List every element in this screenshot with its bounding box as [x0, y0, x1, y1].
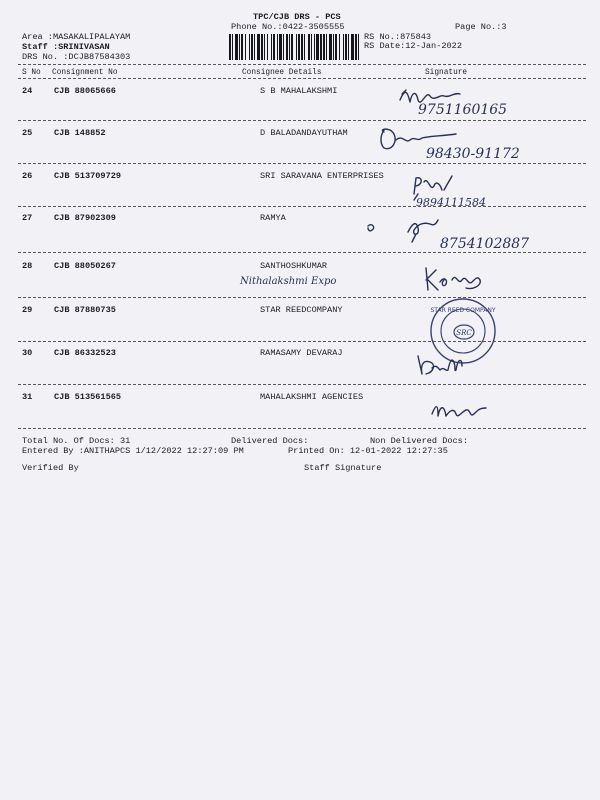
barcode-bar: [329, 34, 332, 60]
row-divider: [18, 297, 586, 298]
row-consignee: SRI SARAVANA ENTERPRISES: [260, 171, 384, 181]
row-consignee: RAMYA: [260, 213, 286, 223]
row-consignment: CJB 513709729: [54, 171, 122, 181]
signature-row-25: [370, 124, 560, 166]
row-sno: 24: [22, 86, 33, 96]
barcode-bar: [229, 34, 231, 60]
row-consignment: CJB 88065666: [54, 86, 116, 96]
row-sno: 27: [22, 213, 33, 223]
barcode-bar: [301, 34, 303, 60]
divider: [18, 64, 586, 65]
barcode-bar: [355, 34, 357, 60]
row-consignee: SANTHOSHKUMAR: [260, 261, 328, 271]
row-sno: 29: [22, 305, 33, 315]
staff-label: Staff :SRINIVASAN: [22, 42, 110, 52]
barcode-bar: [351, 34, 354, 60]
barcode-bar: [254, 34, 255, 60]
barcode-bar: [291, 34, 293, 60]
row-consignment: CJB 513561565: [54, 392, 122, 402]
row-consignment: CJB 87880735: [54, 305, 116, 315]
barcode-bar: [314, 34, 315, 60]
barcode-bar: [335, 34, 337, 60]
row-sno: 31: [22, 392, 33, 402]
staff-signature: Staff Signature: [304, 463, 382, 473]
signature-phone: 9751160165: [418, 102, 508, 118]
barcode-bar: [267, 34, 268, 60]
row-sno: 25: [22, 128, 33, 138]
barcode-bar: [298, 34, 300, 60]
barcode-bar: [235, 34, 238, 60]
rs-date: RS Date:12-Jan-2022: [364, 41, 462, 51]
area-label: Area :MASAKALIPALAYAM: [22, 32, 131, 42]
column-consignee: Consignee Details: [242, 69, 322, 77]
signature-row-27: [362, 210, 562, 256]
printed-on: Printed On: 12-01-2022 12:27:35: [288, 446, 448, 456]
signature-row-30: [410, 348, 500, 384]
barcode-bar: [264, 34, 265, 60]
barcode-bar: [286, 34, 288, 60]
delivered-docs: Delivered Docs:: [231, 436, 309, 446]
signature-phone: 9894111584: [416, 196, 486, 209]
barcode-bar: [273, 34, 275, 60]
row-consignee: RAMASAMY DEVARAJ: [260, 348, 343, 358]
column-consignment: Consignment No: [52, 69, 118, 77]
entered-by: Entered By :ANITHAPCS 1/12/2022 12:27:09 PM: [22, 446, 244, 456]
barcode-bar: [241, 34, 243, 60]
barcode-bar: [296, 34, 297, 60]
signature-row-31: [426, 396, 506, 426]
row-consignee: STAR REEDCOMPANY: [260, 305, 343, 315]
row-consignee: S B MAHALAKSHMI: [260, 86, 338, 96]
signature-row-26: [400, 168, 570, 216]
drs-number: DRS No. :DCJB87584303: [22, 52, 131, 62]
document-title: TPC/CJB DRS - PCS: [253, 12, 341, 22]
barcode-bar: [261, 34, 263, 60]
barcode-bar: [308, 34, 310, 60]
row-divider: [18, 384, 586, 385]
barcode-bar: [333, 34, 334, 60]
barcode-bar: [339, 34, 340, 60]
row-consignment: CJB 86332523: [54, 348, 116, 358]
barcode-bar: [320, 34, 322, 60]
barcode-bar: [257, 34, 260, 60]
barcode-bar: [249, 34, 250, 60]
non-delivered-docs: Non Delivered Docs:: [370, 436, 468, 446]
barcode-bar: [343, 34, 344, 60]
barcode-bar: [289, 34, 290, 60]
verified-by: Verified By: [22, 463, 79, 473]
barcode-bar: [345, 34, 347, 60]
barcode-bar: [271, 34, 272, 60]
row-consignment: CJB 88050267: [54, 261, 116, 271]
signature-row-24: [390, 82, 540, 122]
signature-row-28: [418, 262, 508, 296]
row-consignment: CJB 148852: [54, 128, 106, 138]
stamp-text: STAR REED COMPANY: [430, 307, 496, 314]
barcode-bar: [245, 34, 246, 60]
row-sno: 26: [22, 171, 33, 181]
row-sno: 30: [22, 348, 33, 358]
barcode-bar: [358, 34, 359, 60]
page-number: Page No.:3: [455, 22, 507, 32]
barcode-bar: [279, 34, 282, 60]
barcode-bar: [283, 34, 284, 60]
barcode-bar: [326, 34, 327, 60]
column-sno: S No: [22, 69, 41, 77]
barcode-bar: [251, 34, 253, 60]
divider: [18, 78, 586, 79]
row-consignee: D BALADANDAYUTHAM: [260, 128, 348, 138]
signature-row-28-name: [230, 262, 380, 292]
row-divider: [18, 341, 586, 342]
row-consignee: MAHALAKSHMI AGENCIES: [260, 392, 364, 402]
barcode-bar: [277, 34, 278, 60]
total-docs: Total No. Of Docs: 31: [22, 436, 131, 446]
row-sno: 28: [22, 261, 33, 271]
rs-number: RS No.:875843: [364, 32, 432, 42]
signature-company: Nithalakshmi Expo: [240, 276, 337, 287]
barcode-bar: [304, 34, 305, 60]
barcode-bar: [239, 34, 240, 60]
column-signature: Signature: [425, 69, 468, 77]
signature-phone: 8754102887: [440, 236, 530, 252]
barcode: [229, 34, 360, 60]
signature-phone: 98430-91172: [426, 146, 520, 162]
stamp-initials: SRC: [456, 329, 472, 337]
barcode-bar: [348, 34, 349, 60]
barcode-bar: [323, 34, 325, 60]
barcode-bar: [311, 34, 312, 60]
phone-number: Phone No.:0422-3505555: [231, 22, 345, 32]
row-consignment: CJB 87902309: [54, 213, 116, 223]
row-divider: [18, 428, 586, 429]
barcode-bar: [232, 34, 233, 60]
barcode-bar: [316, 34, 319, 60]
